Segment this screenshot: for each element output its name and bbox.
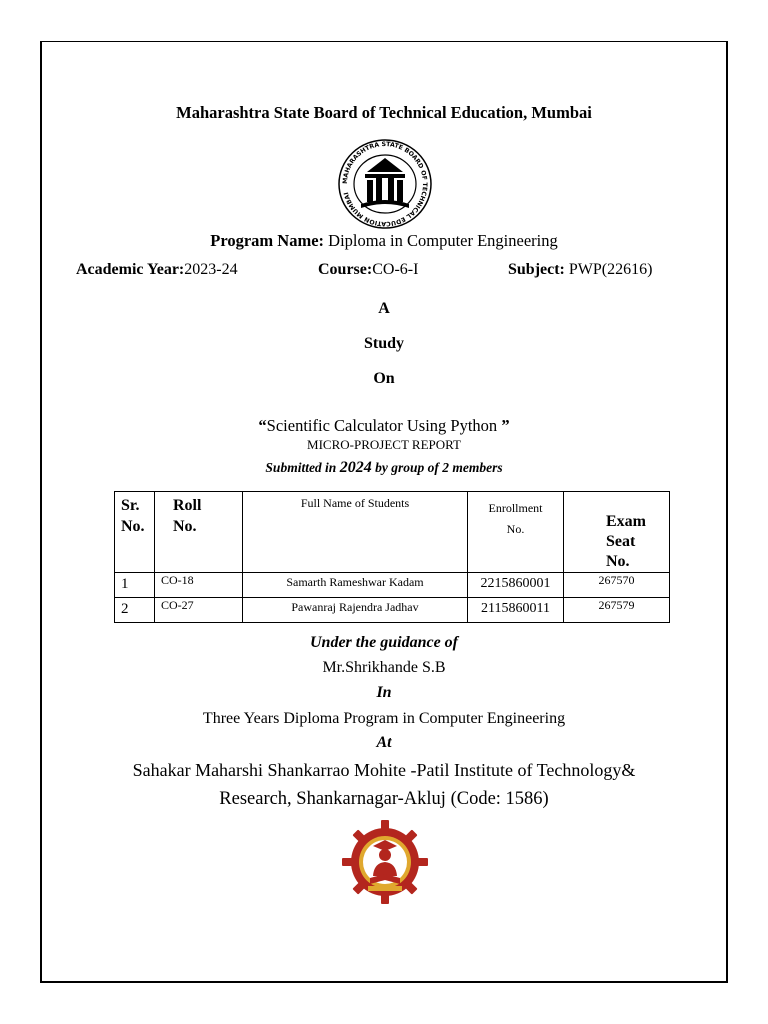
- project-title-line: [0, 416, 768, 436]
- cell-sr: 1: [115, 573, 155, 598]
- svg-text:MAHARASHTRA STATE BOARD OF TEC: [342, 141, 428, 227]
- course-label: Course:: [318, 261, 373, 278]
- cell-sr: 2: [115, 598, 155, 623]
- table-header-row: [115, 492, 670, 573]
- header-name: Full Name of Students: [243, 492, 468, 573]
- subject-label: Subject:: [508, 261, 565, 278]
- header-roll: [155, 492, 243, 573]
- intro-on: On: [373, 370, 395, 387]
- header-sr-line: Sr.: [121, 497, 140, 514]
- submitted-year: 2024: [339, 459, 372, 476]
- students-table: [114, 491, 670, 623]
- cell-name: Pawanraj Rajendra Jadhav: [243, 598, 468, 623]
- cell-name: Samarth Rameshwar Kadam: [243, 573, 468, 598]
- submitted-prefix: Submitted in: [265, 460, 340, 475]
- submitted-line: [0, 459, 768, 477]
- cell-seat: 267570: [564, 573, 670, 598]
- academic-year-line: [76, 261, 238, 279]
- title-close-quote: ”: [501, 416, 510, 435]
- institute-line-1: Sahakar Maharshi Shankarrao Mohite -Patil Institute of Technology&: [132, 760, 636, 780]
- academic-year-value: 2023-24: [184, 261, 238, 278]
- institute-line-2: Research, Shankarnagar-Akluj (Code: 1586): [219, 789, 549, 809]
- cell-enroll: 2115860011: [468, 598, 564, 623]
- board-title: Maharashtra State Board of Technical Education, Mumbai: [176, 103, 592, 122]
- cell-roll: CO-27: [155, 598, 243, 623]
- program-value: Diploma in Computer Engineering: [324, 231, 558, 250]
- cell-enroll: 2215860001: [468, 573, 564, 598]
- header-roll-line: No.: [173, 518, 197, 535]
- header-enroll-line: No.: [506, 522, 525, 536]
- seal-text: MAHARASHTRA STATE BOARD OF TECHNICAL EDUCATION MUMBAI: [341, 140, 429, 228]
- intro-a: A: [378, 300, 390, 317]
- table-row: [115, 573, 670, 598]
- course-value: CO-6-I: [372, 261, 419, 278]
- academic-year-label: Academic Year:: [76, 261, 185, 278]
- header-sr: [115, 492, 155, 573]
- title-open-quote: “: [258, 416, 267, 435]
- program-full: Three Years Diploma Program in Computer Engineering: [202, 710, 566, 727]
- intro-study: Study: [363, 335, 405, 352]
- in-label: In: [376, 684, 392, 701]
- course-line: [318, 261, 418, 279]
- header-roll-line: Roll: [173, 497, 202, 514]
- header-enroll-line: Enrollment: [488, 501, 543, 515]
- program-name-line: [0, 231, 768, 251]
- cell-roll: CO-18: [155, 573, 243, 598]
- header-enroll: [468, 492, 564, 573]
- subject-value: PWP(22616): [564, 261, 653, 278]
- header-exam: [564, 492, 670, 573]
- institute-logo: [340, 818, 430, 906]
- report-type: MICRO-PROJECT REPORT: [307, 437, 461, 452]
- cell-seat: 267579: [564, 598, 670, 623]
- header-exam-line: Exam: [606, 513, 646, 530]
- program-label: Program Name:: [210, 231, 325, 250]
- header-exam-line: Seat: [606, 533, 636, 550]
- msbte-seal-logo: [337, 138, 433, 230]
- header-sr-line: No.: [121, 518, 145, 535]
- table-row: [115, 598, 670, 623]
- header-exam-line: No.: [606, 553, 630, 570]
- subject-line: [508, 261, 652, 279]
- guide-name: Mr.Shrikhande S.B: [322, 659, 446, 676]
- guidance-label: Under the guidance of: [310, 634, 458, 651]
- at-label: At: [376, 734, 392, 751]
- project-title: Scientific Calculator Using Python: [266, 416, 502, 435]
- submitted-suffix: by group of 2 members: [371, 460, 503, 475]
